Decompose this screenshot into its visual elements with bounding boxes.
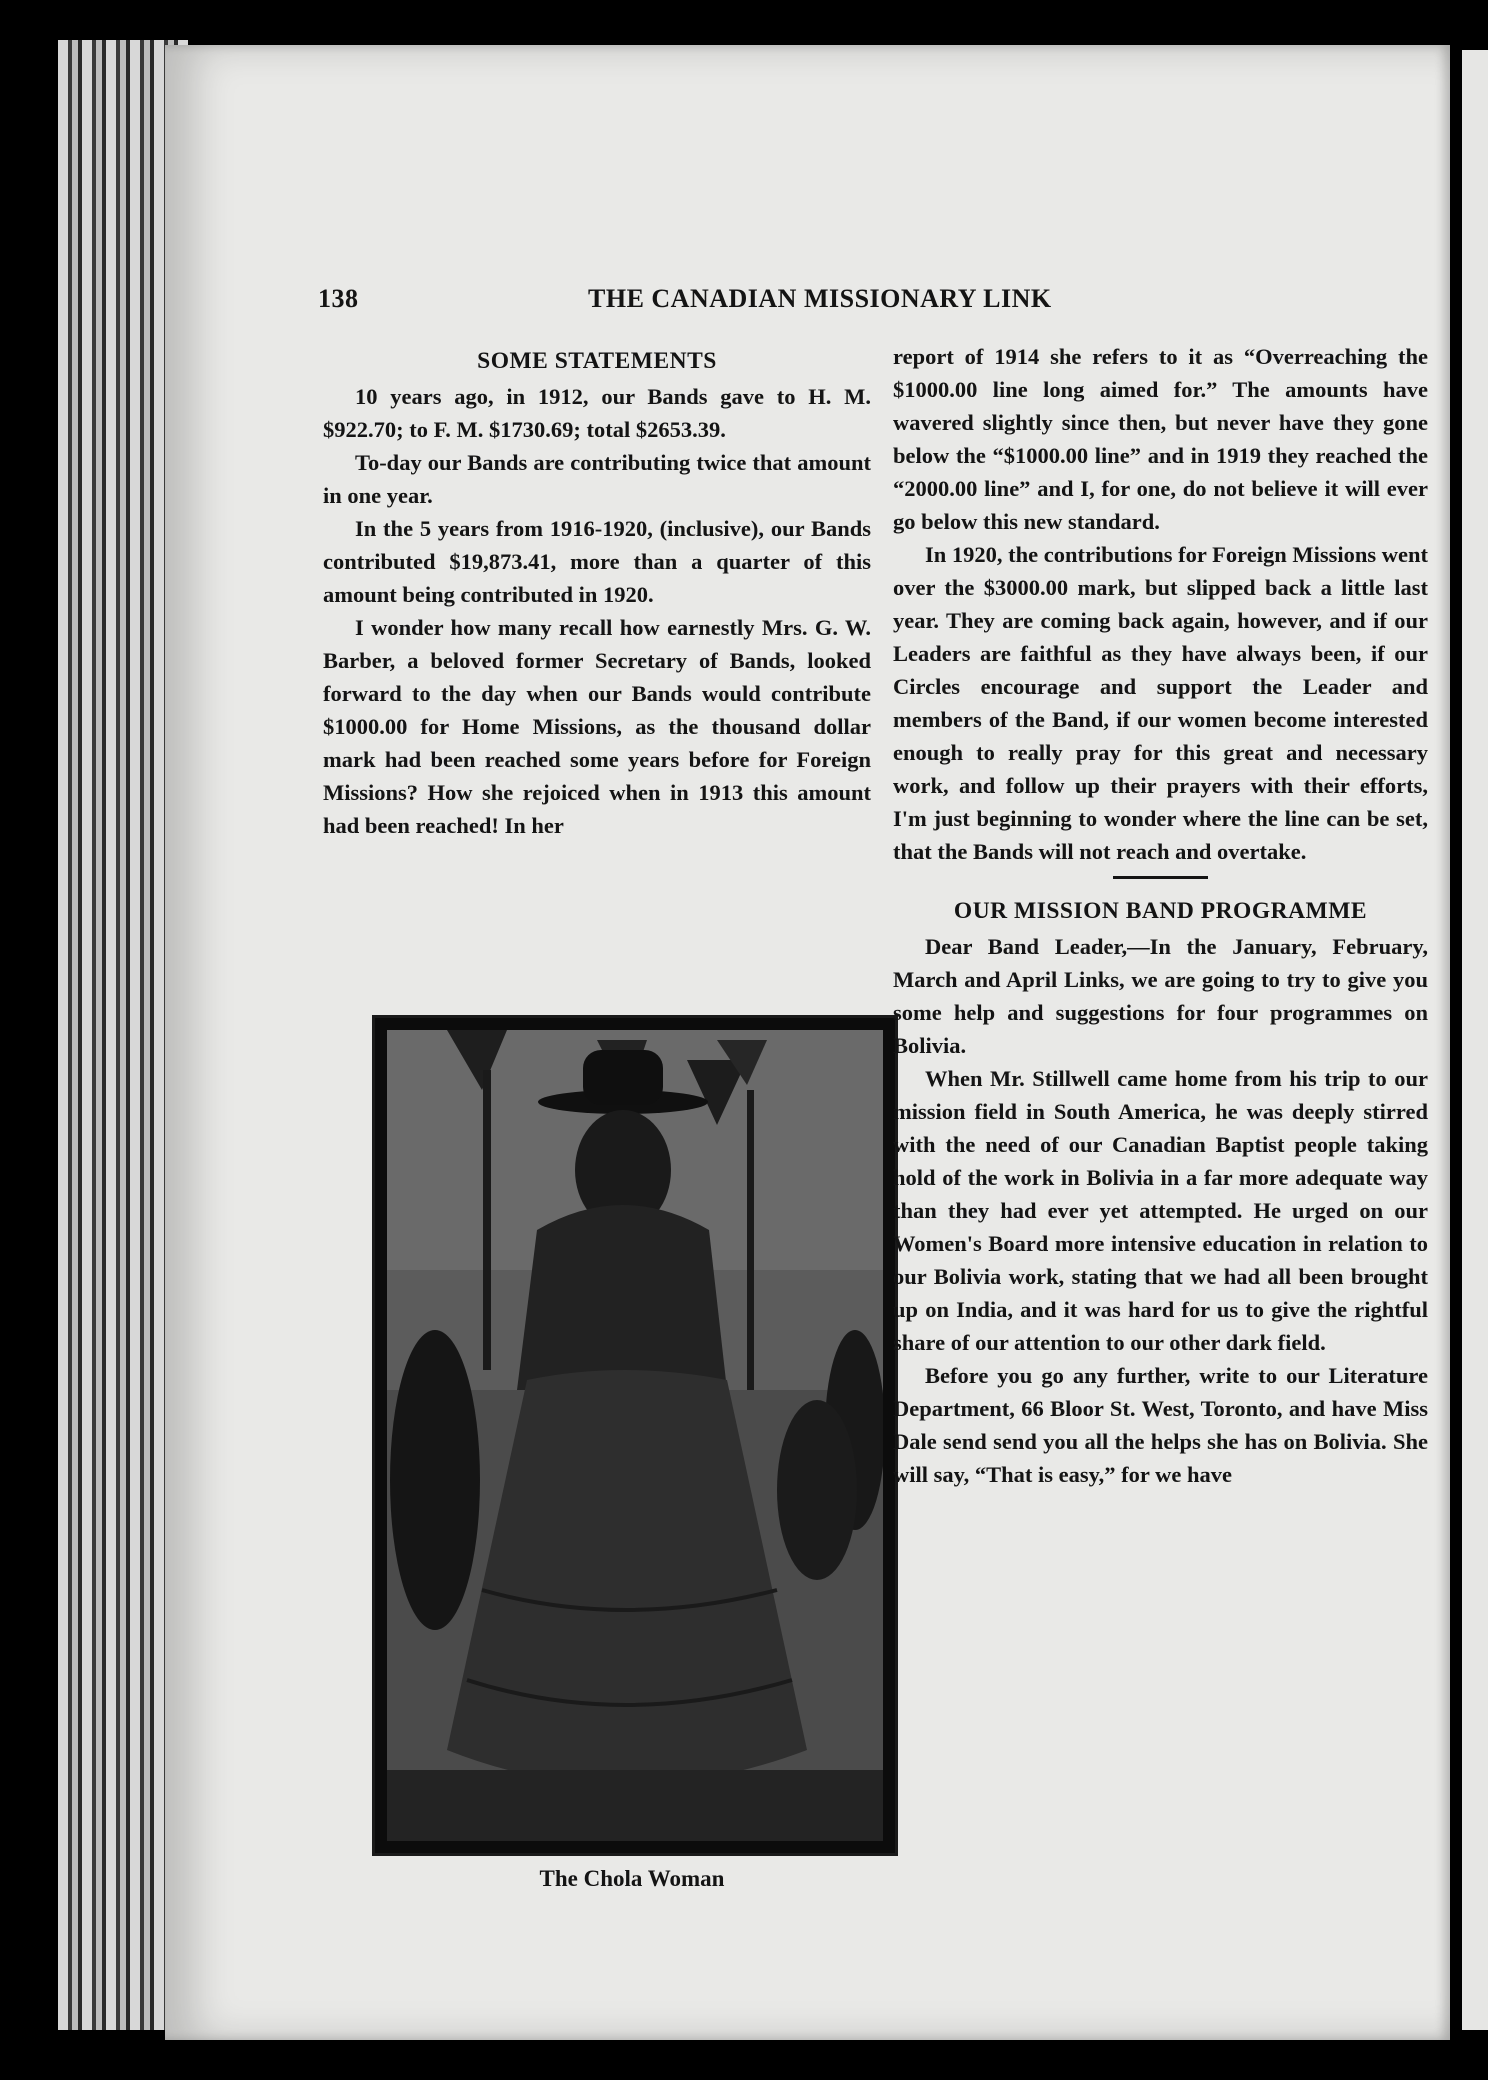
page-header bbox=[318, 284, 1148, 324]
paragraph: Dear Band Leader,—In the January, February, March and April Links, we are going to try to give you some help and suggestions for four programmes on Bolivia. bbox=[893, 934, 1428, 1058]
paragraph: In the 5 years from 1916-1920, (inclusive), our Bands contributed $19,873.41, more than a quarter of this amount being contributed in 1920. bbox=[323, 516, 871, 607]
figure-caption: The Chola Woman bbox=[539, 1866, 725, 1891]
paragraph: In 1920, the contributions for Foreign Missions went over the $3000.00 mark, but slipped back a little last year. They are coming back again, however, and if our Leaders are faithful as they have always been, if our Circles encourage and support the Leader and members of the Band, if our women become interested enough to really pray for this great and necessary work, and follow up their prayers with their efforts, I'm just beginning to wonder where the line can be set, that the Bands will not reach and overtake. bbox=[893, 542, 1428, 864]
left-column bbox=[323, 345, 871, 842]
paragraph: I wonder how many recall how earnestly Mrs. G. W. Barber, a beloved former Secretary of Bands, looked forward to the day when our Bands would contribute $1000.00 for Home Missions, as the thousand dollar mark had been reached some years before for Foreign Missions? How she rejoiced when in 1913 this amount had been reached! In her bbox=[323, 615, 871, 838]
running-title: THE CANADIAN MISSIONARY LINK bbox=[588, 284, 1052, 313]
photograph-frame bbox=[372, 1015, 898, 1856]
right-column bbox=[893, 340, 1428, 1491]
page-number: 138 bbox=[318, 284, 359, 313]
section-heading-mission-band-programme: OUR MISSION BAND PROGRAMME bbox=[953, 898, 1368, 924]
section-heading-some-statements: SOME STATEMENTS bbox=[477, 348, 717, 374]
paragraph: 10 years ago, in 1912, our Bands gave to H. M. $922.70; to F. M. $1730.69; total $2653.39. bbox=[323, 384, 871, 442]
section-divider bbox=[1113, 876, 1208, 879]
paragraph: When Mr. Stillwell came home from his trip to our mission field in South America, he was deeply stirred with the need of our Canadian Baptist people taking hold of the work in Bolivia in a far more adequate way than they had ever yet attempted. He urged on our Women's Board more intensive education in relation to our Bolivia work, stating that we had all been brought up on India, and it was hard for us to give the rightful share of our attention to our other dark field. bbox=[893, 1066, 1428, 1355]
paragraph-continuation: report of 1914 she refers to it as “Overreaching the $1000.00 line long aimed for.” The amounts have wavered slightly since then, but never have they gone below the “$1000.00 line” and in 1919 they reached the “2000.00 line” and I, for one, do not believe it will ever go below this new standard. bbox=[893, 344, 1428, 534]
chola-woman-photograph bbox=[387, 1030, 883, 1841]
paragraph: Before you go any further, write to our Literature Department, 66 Bloor St. West, Toronto, and have Miss Dale send send you all the helps she has on Bolivia. She will say, “That is easy,” for we have bbox=[893, 1363, 1428, 1487]
next-page-edge bbox=[1462, 50, 1488, 2030]
paragraph: To-day our Bands are contributing twice that amount in one year. bbox=[323, 450, 871, 508]
